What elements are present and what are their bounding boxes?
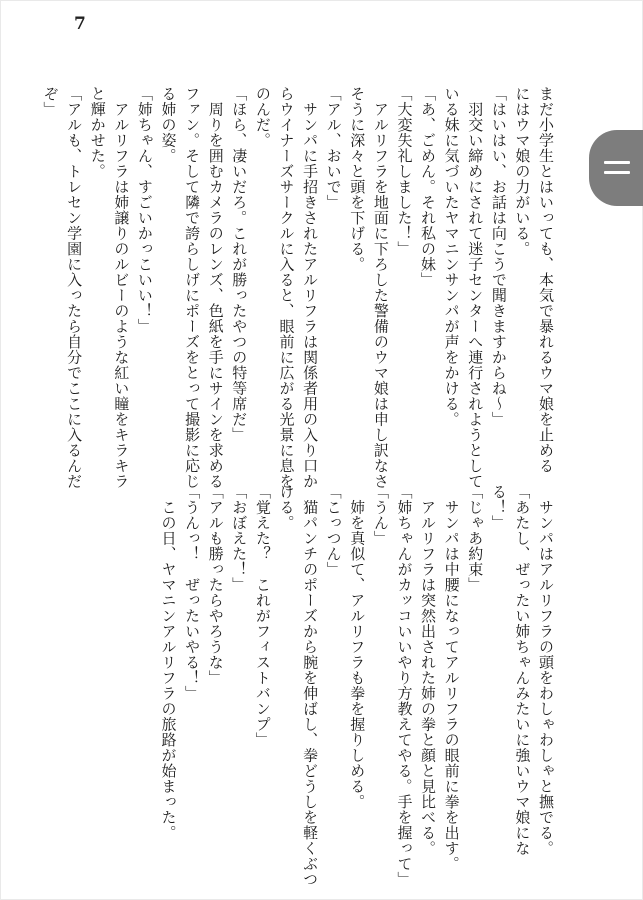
text-line: らウイナーズサークルに入ると、眼前に広がる光景に息を (277, 86, 296, 489)
text-line: まだ小学生とはいっても、本気で暴れるウマ娘を止める (537, 86, 555, 474)
text-line: 「こっつん」 (324, 484, 343, 577)
text-line: サンパは中腰になってアルリフラの眼前に拳を出す。 (442, 484, 461, 872)
text-line: 姉を真似て、アルリフラも拳を握りしめる。 (348, 484, 367, 810)
text-line: 「アル、おいで」 (324, 86, 343, 210)
text-line: サンパはアルリフラの頭をわしゃわしゃと撫でる。 (537, 484, 555, 856)
text-line: 「ほら、凄いだろ。これが勝ったやつの特等席だ」 (230, 86, 249, 443)
text-line: いる妹に気づいたヤマニンサンパが声をかける。 (442, 86, 461, 427)
text-line: 「アルも、トレセン学園に入ったら自分でここに入るんだ (65, 86, 84, 489)
text-line: 「はいはい、お話は向こうで聞きますからね～」 (489, 86, 508, 427)
text-line: 「じゃあ約束」 (466, 484, 485, 593)
text-line: 周りを囲むカメラのレンズ、色紙を手にサインを求める (206, 86, 225, 489)
text-line: 「おぼえた！」 (230, 484, 249, 593)
text-line: アルリフラは突然出された姉の拳と顔と見比べる。 (419, 484, 438, 856)
text-line: と輝かせた。 (88, 86, 107, 179)
text-line: 「覚えた？ これがフィストバンプ」 (253, 484, 272, 748)
text-line: 羽交い締めにされて迷子センターへ連行されようとして (466, 86, 485, 489)
text-line: この日、ヤマニンアルリフラの旅路が始まった。 (159, 484, 178, 841)
text-line: ぞ」 (41, 86, 60, 117)
menu-lines-icon (604, 161, 630, 164)
text-block-upper (38, 86, 557, 489)
text-line: 「あ、ごめん。それ私の妹」 (419, 86, 438, 288)
text-line: 「姉ちゃん、すごいかっこいい！」 (135, 86, 154, 334)
menu-toggle-button[interactable] (589, 130, 643, 206)
text-line: サンパに手招きされたアルリフラは関係者用の入り口か (301, 86, 320, 489)
text-line: ファン。そして隣で誇らしげにポーズをとって撮影に応じ (183, 86, 202, 489)
text-line: 「あたし、ぜったい姉ちゃんみたいに強いウマ娘にな (513, 484, 532, 856)
text-line: ける。 (277, 484, 296, 531)
text-line: 「アルも勝ったらやろうな」 (206, 484, 225, 686)
text-line: 「うんっ！ ぜったいやる！」 (183, 484, 202, 701)
text-line: る姉の姿。 (159, 86, 178, 164)
menu-lines-icon (604, 171, 630, 174)
text-block-lower (156, 484, 557, 887)
text-line: のんだ。 (253, 86, 272, 148)
text-line: アルリフラを地面に下ろした警備のウマ娘は申し訳なさ (371, 86, 390, 489)
text-line: そうに深々と頭を下げる。 (348, 86, 367, 272)
text-line: る！」 (489, 484, 508, 531)
text-line: 猫パンチのポーズから腕を伸ばし、拳どうしを軽くぶつ (301, 484, 320, 887)
page-number: 7 (74, 14, 86, 34)
text-line: 「姉ちゃんがカッコいいやり方教えてやる。手を握って」 (395, 484, 414, 887)
text-line: アルリフラは姉譲りのルビーのような紅い瞳をキラキラ (112, 86, 131, 489)
text-line: にはウマ娘の力がいる。 (513, 86, 532, 257)
text-line: 「大変失礼しました！」 (395, 86, 414, 257)
text-line: 「うん」 (371, 484, 390, 546)
